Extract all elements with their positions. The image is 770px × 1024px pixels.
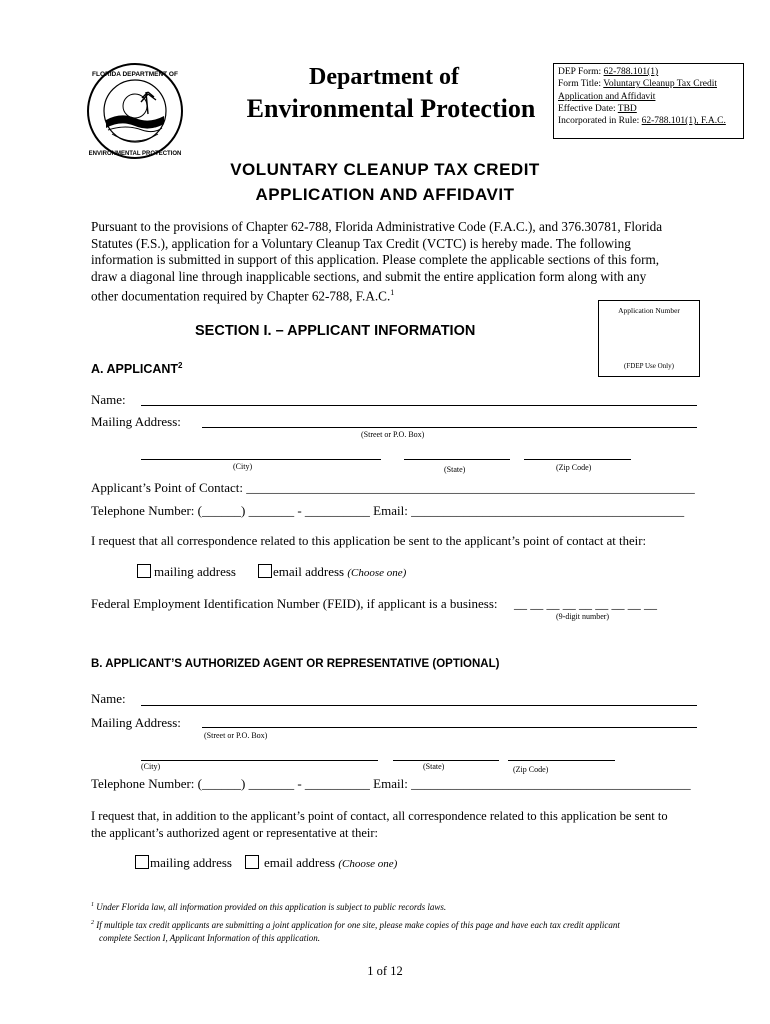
applicant-poc-label: Applicant’s Point of Contact: xyxy=(91,480,247,495)
applicant-poc-row xyxy=(91,480,695,496)
effective-date-row: Effective Date: TBD xyxy=(558,103,637,114)
agent-heading: B. APPLICANT’S AUTHORIZED AGENT OR REPRESENTATIVE (OPTIONAL) xyxy=(91,658,500,670)
applicant-email-option: email address (Choose one) xyxy=(273,564,407,579)
footnote-1: $^1$ Under Florida law, all information provided on this application is subject to public records laws. xyxy=(91,902,447,912)
agent-zip-caption: (Zip Code) xyxy=(513,765,549,774)
seal-text-top: FLORIDA DEPARTMENT OF xyxy=(92,71,178,78)
applicant-mailing-option: mailing address xyxy=(154,564,236,579)
dept-line1: Department of xyxy=(309,64,459,90)
rule-number: 62-788.101(1), F.A.C. xyxy=(641,116,726,127)
rule-row: Incorporated in Rule: 62-788.101(1), F.A.C. xyxy=(558,116,726,127)
form-title: Voluntary Cleanup Tax Credit xyxy=(603,79,718,90)
agent-state-field[interactable] xyxy=(393,760,499,761)
application-number-box[interactable] xyxy=(598,300,700,377)
applicant-state-field[interactable] xyxy=(404,459,510,460)
form-info-box xyxy=(553,63,744,139)
applicant-heading: A. APPLICANT$^2$ xyxy=(91,361,183,377)
feid-field[interactable]: __ __ __ __ __ __ __ __ __ xyxy=(514,596,657,611)
agent-name-field[interactable] xyxy=(141,705,697,706)
agent-email-checkbox[interactable] xyxy=(245,855,259,869)
dep-seal xyxy=(86,62,184,160)
agent-mailing-checkbox[interactable] xyxy=(135,855,149,869)
form-title-line2: APPLICATION AND AFFIDAVIT xyxy=(255,185,515,204)
section1-heading: SECTION I. – APPLICANT INFORMATION xyxy=(195,323,476,339)
footnote-2: $^2$ If multiple tax credit applicants are submitting a joint application for one site, please make copies of this page and have each tax credit applicant complete Section I, Applicant Information of this application. xyxy=(91,920,620,943)
form-number-row: DEP Form: 62-788.101(1) xyxy=(558,67,659,77)
applicant-email-field[interactable]: __________________________________________ xyxy=(411,503,685,518)
applicant-city-field[interactable] xyxy=(141,459,381,460)
agent-street-caption: (Street or P.O. Box) xyxy=(204,731,268,740)
applicant-name-label: Name: xyxy=(91,392,126,407)
agent-mailing-option: mailing address xyxy=(150,855,232,870)
fdep-use-only-note: (FDEP Use Only) xyxy=(624,362,674,370)
intro-paragraph: Pursuant to the provisions of Chapter 62-788, Florida Administrative Code (F.A.C.), and 376.30781, Florida Statutes (F.S.), application for a Voluntary Cleanup Tax Credit (VCTC) is hereby made. The following information is submitted in support of this application. Please complete the applicable sections of this form, draw a diagonal line through inapplicable sections, and submit the entire application form along with any other documentation required by Chapter 62-788, F.A.C.$^1$ xyxy=(91,219,663,304)
agent-state-caption: (State) xyxy=(423,762,445,771)
form-title-row: Form Title: Voluntary Cleanup Tax Credit xyxy=(558,79,718,90)
agent-street-field[interactable] xyxy=(202,727,697,728)
applicant-name-field[interactable] xyxy=(141,405,697,406)
feid-label: Federal Employment Identification Number (FEID), if applicant is a business: xyxy=(91,596,498,611)
form-title-line1: VOLUNTARY CLEANUP TAX CREDIT xyxy=(230,160,540,179)
agent-email-option: email address (Choose one) xyxy=(264,855,398,870)
application-number-label: Application Number xyxy=(618,306,680,315)
agent-city-field[interactable] xyxy=(141,760,378,761)
footnote-ref-1: 1 xyxy=(390,288,395,297)
dep-seal-icon xyxy=(86,62,184,160)
applicant-phone-row xyxy=(91,503,684,519)
applicant-street-field[interactable] xyxy=(202,427,697,428)
applicant-mailing-label: Mailing Address: xyxy=(91,414,181,429)
applicant-zip-caption: (Zip Code) xyxy=(556,463,592,472)
agent-phone-row xyxy=(91,776,691,792)
applicant-email-checkbox[interactable] xyxy=(258,564,272,578)
form-title-row2: Application and Affidavit xyxy=(558,91,656,102)
seal-text-bottom: ENVIRONMENTAL PROTECTION xyxy=(88,151,182,157)
applicant-correspondence-text: I request that all correspondence related to this application be sent to the applicant’s point of contact at their: xyxy=(91,534,647,548)
applicant-city-caption: (City) xyxy=(233,462,253,471)
form-number: 62-788.101(1) xyxy=(603,67,659,77)
applicant-phone-field[interactable]: Telephone Number: (______) _______ - __________ Email: xyxy=(91,503,412,518)
applicant-street-caption: (Street or P.O. Box) xyxy=(361,430,425,439)
footnote-ref-2: 2 xyxy=(178,361,183,370)
agent-choose-one-note: (Choose one) xyxy=(338,858,398,870)
agent-city-caption: (City) xyxy=(141,762,161,771)
dept-line2: Environmental Protection xyxy=(246,94,536,123)
choose-one-note: (Choose one) xyxy=(347,567,407,579)
page-number: 1 of 12 xyxy=(367,964,403,978)
agent-email-field[interactable]: ___________________________________________ xyxy=(411,776,691,791)
applicant-zip-field[interactable] xyxy=(524,459,631,460)
agent-request-text: I request that, in addition to the applicant’s point of contact, all correspondence related to this application be sent to the applicant’s authorized agent or representative at their: xyxy=(91,809,668,840)
agent-zip-field[interactable] xyxy=(508,760,615,761)
effective-date: TBD xyxy=(617,103,637,114)
applicant-state-caption: (State) xyxy=(444,465,466,474)
agent-mailing-label: Mailing Address: xyxy=(91,715,181,730)
applicant-poc-field[interactable]: _____________________________________________________________________ xyxy=(246,480,695,495)
agent-phone-field[interactable]: Telephone Number: (______) _______ - __________ Email: xyxy=(91,776,412,791)
feid-caption: (9-digit number) xyxy=(556,612,610,621)
applicant-mailing-checkbox[interactable] xyxy=(137,564,151,578)
agent-name-label: Name: xyxy=(91,691,126,706)
